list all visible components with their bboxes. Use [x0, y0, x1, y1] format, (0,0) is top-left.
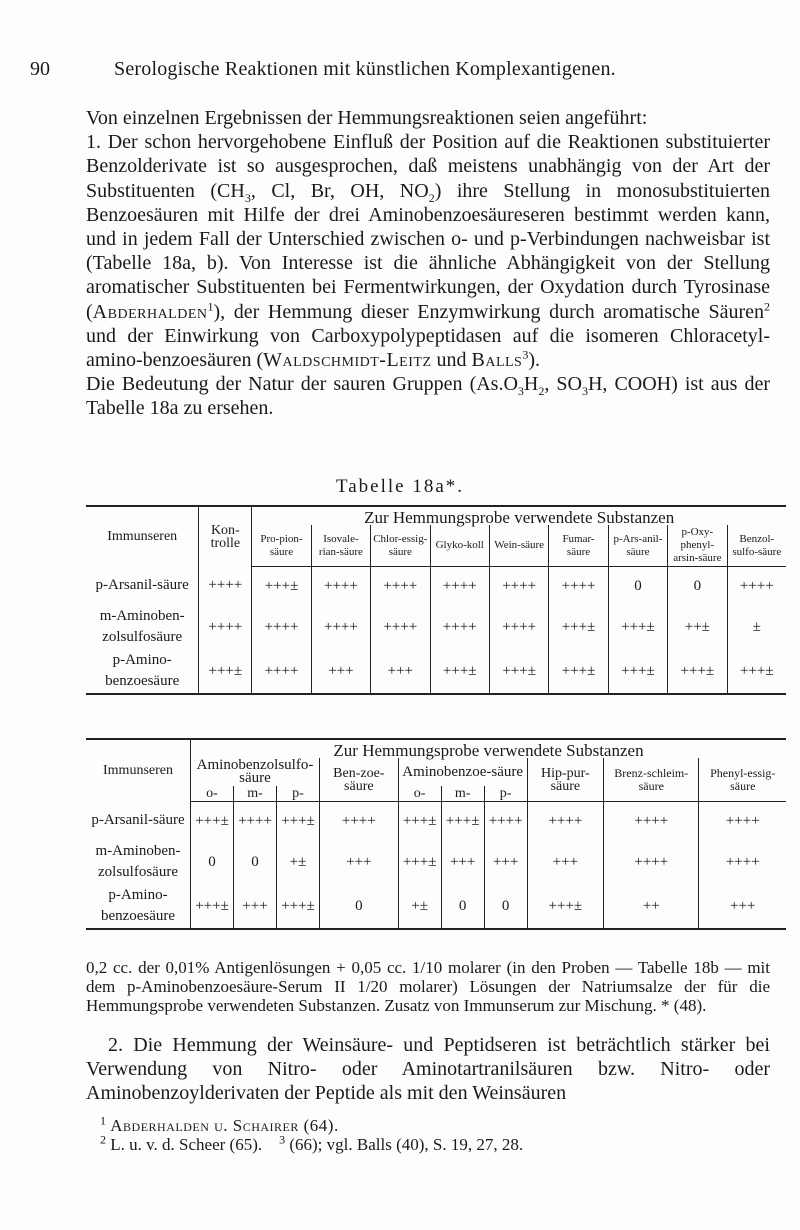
footnote-ref-3: 3 [522, 347, 529, 362]
col-m-sulfo: m- [234, 786, 277, 802]
table-cell: +++± [549, 605, 608, 649]
author-abderhalden: Abderhalden [92, 300, 208, 323]
p1-text-f: ). [528, 349, 541, 372]
table-cell: ++++ [699, 802, 786, 841]
intro-line [86, 106, 770, 130]
table-cell: +++± [277, 884, 320, 929]
p2-text-a: Die Bedeutung der Natur der sauren Gruppen (As.O [86, 373, 518, 396]
col-immunseren: Immunseren [86, 506, 199, 567]
table-cell: ++++ [252, 649, 311, 694]
col-header-3: Glyko-koll [430, 525, 489, 567]
col-hippursaeure: Hip-pur-säure [527, 758, 603, 802]
sub-2: 2 [428, 190, 435, 205]
table-cell: ++++ [199, 605, 252, 649]
table-cell: +++± [398, 840, 441, 884]
footnote-3-text: (66); vgl. Balls (40), S. 19, 27, 28. [289, 1135, 524, 1154]
table-cell: ++++ [311, 567, 370, 606]
table-cell: ++++ [489, 567, 548, 606]
table-cell: ++++ [371, 567, 430, 606]
table-cell: +± [398, 884, 441, 929]
row-label-p-arsanil-2: p-Arsanil-säure [86, 802, 191, 841]
paragraph-3 [86, 1033, 770, 1106]
table-cell: +++ [371, 649, 430, 694]
table-cell: +++± [430, 649, 489, 694]
row-label-m-aminobenzolsulfo: m-Aminoben-zolsulfosäure [86, 605, 199, 649]
table-cell: +++± [668, 649, 727, 694]
table-cell: +++ [234, 884, 277, 929]
table-caption: 0,2 cc. der 0,01% Antigenlösungen + 0,05 cc. 1/10 molarer (in den Proben — Tabelle 18b — mit dem p-Aminobenzoesäure-Serum II 1/20 molarer) Lösungen der Natriumsalze der für die Hemmungsprobe verwendeten Substanzen. Zusatz von Immunserum zur Mischung. * (48). [86, 958, 770, 1015]
table-cell: 0 [320, 884, 399, 929]
table-cell: ++++ [727, 567, 786, 606]
footnote-1 [100, 1113, 770, 1135]
table-cell: ± [727, 605, 786, 649]
table-cell: +++ [484, 840, 527, 884]
col-aminobenzoesaeure: Aminobenzoe-säure [398, 758, 527, 786]
col-m-benzoe: m- [441, 786, 484, 802]
footnotes [100, 1113, 770, 1154]
col-o-benzoe: o- [398, 786, 441, 802]
table-cell: +++± [277, 802, 320, 841]
page-number: 90 [30, 58, 50, 80]
table-cell: ++++ [252, 605, 311, 649]
col-phenylessigsaeure: Phenyl-essig-säure [699, 758, 786, 802]
table-cell: ++ [604, 884, 699, 929]
sub-3c: 3 [581, 384, 588, 399]
col-aminobenzolsulfosaeure: Aminobenzolsulfo-säure [191, 758, 320, 786]
p1-text-a: 1. Der schon hervorgehobene Einfluß der Position auf die Reaktionen substituierter Benzolderivate ist so ausgesprochen, daß meistens unabhängig von der Art der Substituenten (CH [86, 131, 770, 202]
table-cell: ++± [668, 605, 727, 649]
table-cell: +++± [252, 567, 311, 606]
p2-text-b: H [523, 373, 539, 396]
table-cell: +++ [441, 840, 484, 884]
footnote-1-text: Abderhalden u. Schairer (64). [110, 1116, 339, 1135]
p1-text-c: ) ihre Stellung in monosubstituierten Benzoesäuren mit Hilfe der drei Aminobenzoesäureseren bestimmt werden kann, und in jedem Fall der Unterschied zwischen o- und p-Verbindungen nachweisbar ist (Tabelle 18a, b). Von Interesse ist die ähnliche Abhängigkeit von der Stellung aromatischer Substituenten bei Fermentwirkungen, der Oxydation durch Tyrosinase ( [86, 179, 770, 323]
p1-text-d: ), der Hemmung dieser Enzymwirkung durch aromatische Säuren [213, 300, 764, 323]
row-label-p-aminobenzoe: p-Amino-benzoesäure [86, 649, 199, 694]
p1-text-e: und der Einwirkung von Carboxypolypeptidasen auf die isomeren Chloracetyl-amino-benzoesäuren ( [86, 324, 770, 372]
paragraph-1 [86, 130, 770, 372]
table-cell: ++++ [604, 840, 699, 884]
footnote-1-num: 1 [100, 1113, 106, 1128]
table-cell: 0 [191, 840, 234, 884]
table-cell: ++++ [549, 567, 608, 606]
table-cell: 0 [234, 840, 277, 884]
table-cell: +++± [608, 649, 667, 694]
footnote-3-num: 3 [279, 1132, 286, 1147]
table-cell: +++± [441, 802, 484, 841]
col-p-sulfo: p- [277, 786, 320, 802]
group-header-2: Zur Hemmungsprobe verwendete Substanzen [191, 739, 787, 758]
table-cell: ++++ [371, 605, 430, 649]
running-head: Serologische Reaktionen mit künstlichen Komplexantigenen. [114, 58, 616, 80]
col-o-sulfo: o- [191, 786, 234, 802]
table-cell: ++++ [199, 567, 252, 606]
col-header-0: Pro-pion-säure [252, 525, 311, 567]
row-label-m-aminobenzolsulfo-2: m-Aminoben-zolsulfosäure [86, 840, 191, 884]
table-cell: +++ [320, 840, 399, 884]
paragraph-2 [86, 372, 770, 420]
table-cell: ++++ [234, 802, 277, 841]
paragraph-3-text: 2. Die Hemmung der Weinsäure- und Peptidseren ist beträchtlich stärker bei Verwendung von Nitro- oder Aminotartranilsäuren bzw. Nitro- oder Aminobenzoylderivaten der Peptide als mit den Weinsäuren [86, 1034, 770, 1105]
table-18a [86, 505, 786, 695]
sub-3b: 3 [517, 384, 524, 399]
table-cell: ++++ [489, 605, 548, 649]
table-cell: ++++ [527, 802, 603, 841]
p1-text-b: , Cl, Br, OH, NO [250, 179, 429, 202]
table-cell: +++ [311, 649, 370, 694]
row-label-p-arsanil: p-Arsanil-säure [86, 567, 199, 606]
col-header-2: Chlor-essig-säure [371, 525, 430, 567]
table-cell: 0 [441, 884, 484, 929]
table-cell: +++± [489, 649, 548, 694]
table-cell: +++± [549, 649, 608, 694]
table-cell: ++++ [484, 802, 527, 841]
table-cell: +++± [398, 802, 441, 841]
table-cell: ++++ [604, 802, 699, 841]
group-header: Zur Hemmungsprobe verwendete Substanzen [252, 506, 786, 525]
author-balls: Balls [471, 349, 523, 372]
table-cell: 0 [608, 567, 667, 606]
footnote-2-num: 2 [100, 1132, 106, 1147]
footnote-ref-1: 1 [207, 298, 214, 313]
p2-text-c: , SO [544, 373, 582, 396]
col-header-5: Fumar-säure [549, 525, 608, 567]
table-cell: ++++ [699, 840, 786, 884]
table-cell: 0 [668, 567, 727, 606]
footnote-2-3 [100, 1132, 770, 1154]
table-cell: +++± [199, 649, 252, 694]
table-cell: +++± [727, 649, 786, 694]
footnote-2-text: L. u. v. d. Scheer (65). [110, 1135, 263, 1154]
col-brenzschleimsaeure: Brenz-schleim-säure [604, 758, 699, 802]
col-immunseren-2: Immunseren [86, 739, 191, 802]
col-header-7: p-Oxy-phenyl-arsin-säure [668, 525, 727, 567]
table-cell: +++± [527, 884, 603, 929]
table-cell: +++ [527, 840, 603, 884]
p1-und: und [431, 349, 472, 372]
intro-text: Von einzelnen Ergebnissen der Hemmungsreaktionen seien angeführt: [86, 107, 648, 129]
col-p-benzoe: p- [484, 786, 527, 802]
table-cell: +++ [699, 884, 786, 929]
table-cell: +++± [608, 605, 667, 649]
author-waldschmidt-leitz: Waldschmidt-Leitz [263, 349, 432, 372]
table-cell: ++++ [430, 567, 489, 606]
table-cell: +± [277, 840, 320, 884]
page-header [30, 58, 770, 98]
col-kontrolle: Kon-trolle [199, 506, 252, 567]
col-header-4: Wein-säure [489, 525, 548, 567]
table-cell: ++++ [320, 802, 399, 841]
sub-2b: 2 [538, 384, 545, 399]
col-benzoesaeure: Ben-zoe-säure [320, 758, 399, 802]
p2-text-d: H, COOH) ist aus der Tabelle 18a zu ersehen. [86, 373, 770, 420]
body-text [86, 106, 770, 421]
col-header-8: Benzol-sulfo-säure [727, 525, 786, 567]
col-header-6: p-Ars-anil-säure [608, 525, 667, 567]
table-cell: ++++ [430, 605, 489, 649]
sub-3: 3 [244, 190, 251, 205]
table-cell: +++± [191, 884, 234, 929]
table-cell: +++± [191, 802, 234, 841]
col-header-1: Isovale-rian-säure [311, 525, 370, 567]
row-label-p-aminobenzoe-2: p-Amino-benzoesäure [86, 884, 191, 929]
table-cell: 0 [484, 884, 527, 929]
table-title: Tabelle 18a*. [335, 476, 465, 497]
table-cell: ++++ [311, 605, 370, 649]
footnote-ref-2: 2 [764, 298, 770, 313]
table-18b [86, 738, 786, 930]
